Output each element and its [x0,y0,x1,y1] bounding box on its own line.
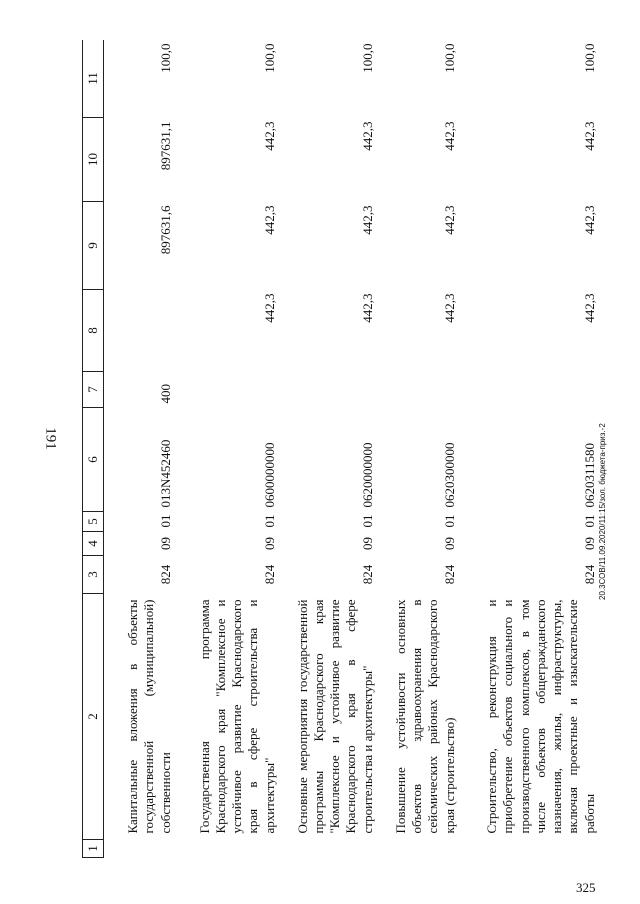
cell-c3: 824 [261,564,277,585]
cell-c9: 442,3 [359,205,375,235]
header-cell-7: 7 [83,372,104,408]
footer-number: 325 [576,880,596,895]
cell-c6: 013N452460 [157,439,173,508]
cell-c3: 824 [359,564,375,585]
cell-c8: 442,3 [261,293,277,323]
cell-c10: 897631,1 [157,121,173,171]
rotated-table-container [82,40,614,858]
header-cell-9: 9 [83,202,104,290]
table-row [104,40,176,858]
header-cell-8: 8 [83,290,104,372]
header-cell-11: 11 [83,40,104,118]
cell-c3: 824 [157,564,173,585]
budget-table [82,40,600,858]
row-name: Повышение устойчивости основных объектов здравоохранения в сейсмических районах Краснодарского края (строительство) [392,599,457,834]
cell-c4: 09 [261,537,277,550]
row-name: Государственная программа Краснодарского края "Комплексное и устойчивое развитие Краснодарского края в сфере строительства и архитектуры" [196,599,277,834]
cell-c7 [378,372,460,408]
cell-c5: 01 [261,514,277,528]
cell-c6: 0620000000 [359,442,375,508]
cell-c3: 824 [441,564,457,585]
cell-c9: 442,3 [441,205,457,235]
cell-c4: 09 [359,537,375,550]
table-row [378,40,460,858]
cell-c11: 100,0 [157,43,173,73]
cell-c3: 824 [581,564,597,585]
row-name: Основные мероприятия государственной программы Краснодарского края "Комплексное и устойчивое развитие Краснодарского края в сфере строительства и архитектуры" [294,599,375,834]
cell-c11: 100,0 [359,43,375,73]
header-cell-4: 4 [83,532,104,556]
table-row [176,40,280,858]
table-row [460,40,600,858]
cell-c6: 0620311580 [581,442,597,508]
cell-c9: 897631,6 [157,205,173,255]
cell-c9: 442,3 [581,205,597,235]
cell-c10: 442,3 [359,121,375,151]
cell-c11: 100,0 [441,43,457,73]
row-name: Строительство, реконструкция и приобретение объектов социального и производственного комплексов, в том числе объектов общегражданского назначения, жилья, инфраструктуры, включая проектные и изыскательские работы [484,599,597,834]
header-cell-2: 2 [83,594,104,840]
cell-c6: 0620300000 [441,442,457,508]
header-cell-5: 5 [83,512,104,532]
header-cell-3: 3 [83,556,104,594]
cell-c10: 442,3 [441,121,457,151]
page-number: 191 [42,427,59,450]
cell-c4: 09 [441,537,457,550]
table-row [280,40,378,858]
cell-c11: 100,0 [261,43,277,73]
header-cell-6: 6 [83,408,104,512]
cell-c8 [104,290,176,372]
cell-c7 [280,372,378,408]
cell-c8: 442,3 [359,293,375,323]
cell-c6: 0600000000 [261,442,277,508]
cell-c9: 442,3 [261,205,277,235]
cell-c7 [176,372,280,408]
row-name: Капитальные вложения в объекты государственной (муниципальной) собственности [125,599,173,834]
cell-c5: 01 [441,514,457,528]
cell-c10: 442,3 [261,121,277,151]
cell-c7: 400 [157,384,173,404]
cell-c5: 01 [581,514,597,528]
header-cell-10: 10 [83,118,104,202]
cell-c8: 442,3 [581,293,597,323]
cell-c7 [460,372,600,408]
cell-c11: 100,0 [581,43,597,73]
header-cell-1: 1 [83,840,104,858]
cell-c8: 442,3 [441,293,457,323]
cell-c5: 01 [157,514,173,528]
table-region [82,40,614,858]
cell-c10: 442,3 [581,121,597,151]
header-row [83,40,104,858]
document-stamp: 20.3СОВ/11.09.2020/11:15/зол. бюджета-приз.-2 [598,423,607,600]
cell-c4: 09 [157,537,173,550]
cell-c4: 09 [581,537,597,550]
cell-c5: 01 [359,514,375,528]
